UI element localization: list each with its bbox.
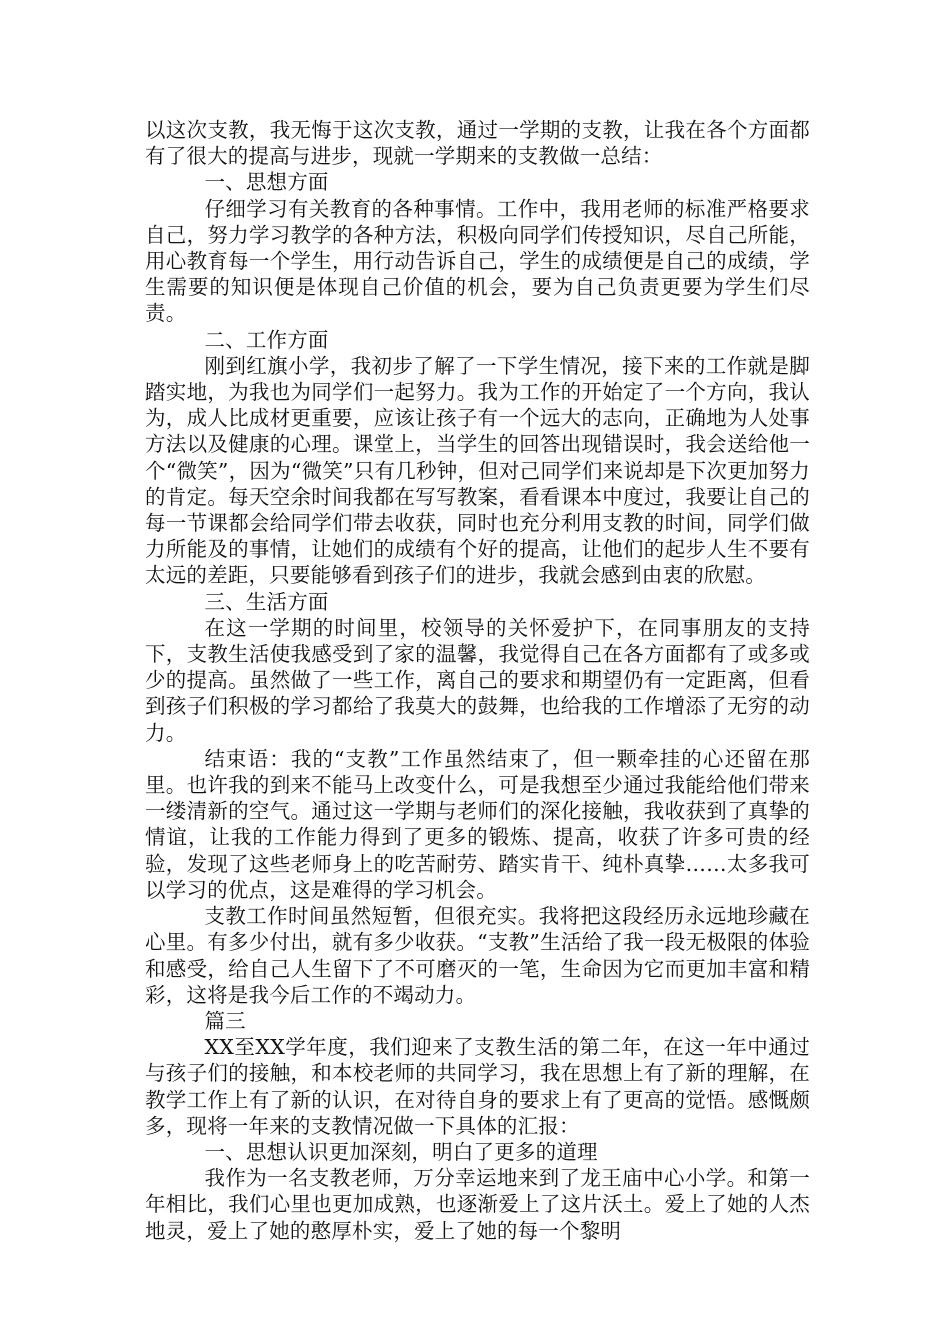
paragraph-thought: 仔细学习有关教育的各种事情。工作中，我用老师的标准严格要求自己，努力学习教学的各种方法，积极向同学们传授知识，尽自己所能，用心教育每一个学生，用行动告诉自己，学生的成绩便是自己的成绩，学生需要的知识便是体现自己价值的机会，要为自己负责更要为学生们尽责。 <box>145 196 810 326</box>
paragraph-reflection: 支教工作时间虽然短暂，但很充实。我将把这段经历永远地珍藏在心里。有多少付出，就有多少收获。“支教”生活给了我一段无极限的体验和感受，给自己人生留下了不可磨灭的一笔，生命因为它而更加丰富和精彩，这将是我今后工作的不竭动力。 <box>145 904 810 1007</box>
intro-paragraph: 以这次支教，我无悔于这次支教，通过一学期的支教，让我在各个方面都有了很大的提高与进步，现就一学期来的支教做一总结： <box>145 118 810 169</box>
document-body <box>145 117 810 1244</box>
paragraph-year-intro: XX至XX学年度，我们迎来了支教生活的第二年，在这一年中通过与孩子们的接触，和本校老师的共同学习，我在思想上有了新的理解，在教学工作上有了新的认识，在对待自身的要求上有了更高的觉悟。感慨颇多，现将一年来的支教情况做一下具体的汇报： <box>145 1035 810 1138</box>
section-heading-life: 三、生活方面 <box>204 589 329 614</box>
paragraph-work: 刚到红旗小学，我初步了解了一下学生情况，接下来的工作就是脚踏实地，为我也为同学们一起努力。我为工作的开始定了一个方向，我认为，成人比成材更重要，应该让孩子有一个远大的志向，正确地为人处事方法以及健康的心理。课堂上，当学生的回答出现错误时，我会送给他一个“微笑”，因为“微笑”只有几秒钟，但对己同学们来说却是下次更加努力的肯定。每天空余时间我都在写写教案，看看课本中度过，我要让自己的每一节课都会给同学们带去收获，同时也充分利用支教的时间，同学们做力所能及的事情，让她们的成绩有个好的提高，让他们的起步人生不要有太远的差距，只要能够看到孩子们的进步，我就会感到由衷的欣慰。 <box>145 353 810 588</box>
paragraph-life: 在这一学期的时间里，校领导的关怀爱护下，在同事朋友的支持下，支教生活使我感受到了家的温馨，我觉得自己在各方面都有了或多或少的提高。虽然做了一些工作，离自己的要求和期望仍有一定距离，但看到孩子们积极的学习都给了我莫大的鼓舞，也给我的工作增添了无穷的动力。 <box>145 615 810 745</box>
section-heading-understanding: 一、思想认识更加深刻，明白了更多的道理 <box>204 1139 598 1164</box>
paragraph-conclusion: 结束语：我的“支教”工作虽然结束了，但一颗牵挂的心还留在那里。也许我的到来不能马上改变什么，可是我想至少通过我能给他们带来一缕清新的空气。通过这一学期与老师们的深化接触，我收获到了真挚的情谊，让我的工作能力得到了更多的锻炼、提高，收获了许多可贵的经验，发现了这些老师身上的吃苦耐劳、踏实肯干、纯朴真挚……太多我可以学习的优点，这是难得的学习机会。 <box>145 746 810 902</box>
section-heading-work: 二、工作方面 <box>204 327 329 352</box>
part-heading: 篇三 <box>204 1008 246 1033</box>
section-heading-thought: 一、思想方面 <box>204 170 329 195</box>
paragraph-understanding: 我作为一名支教老师，万分幸运地来到了龙王庙中心小学。和第一年相比，我们心里也更加成熟，也逐渐爱上了这片沃土。爱上了她的人杰地灵，爱上了她的憨厚朴实，爱上了她的每一个黎明 <box>145 1166 810 1243</box>
